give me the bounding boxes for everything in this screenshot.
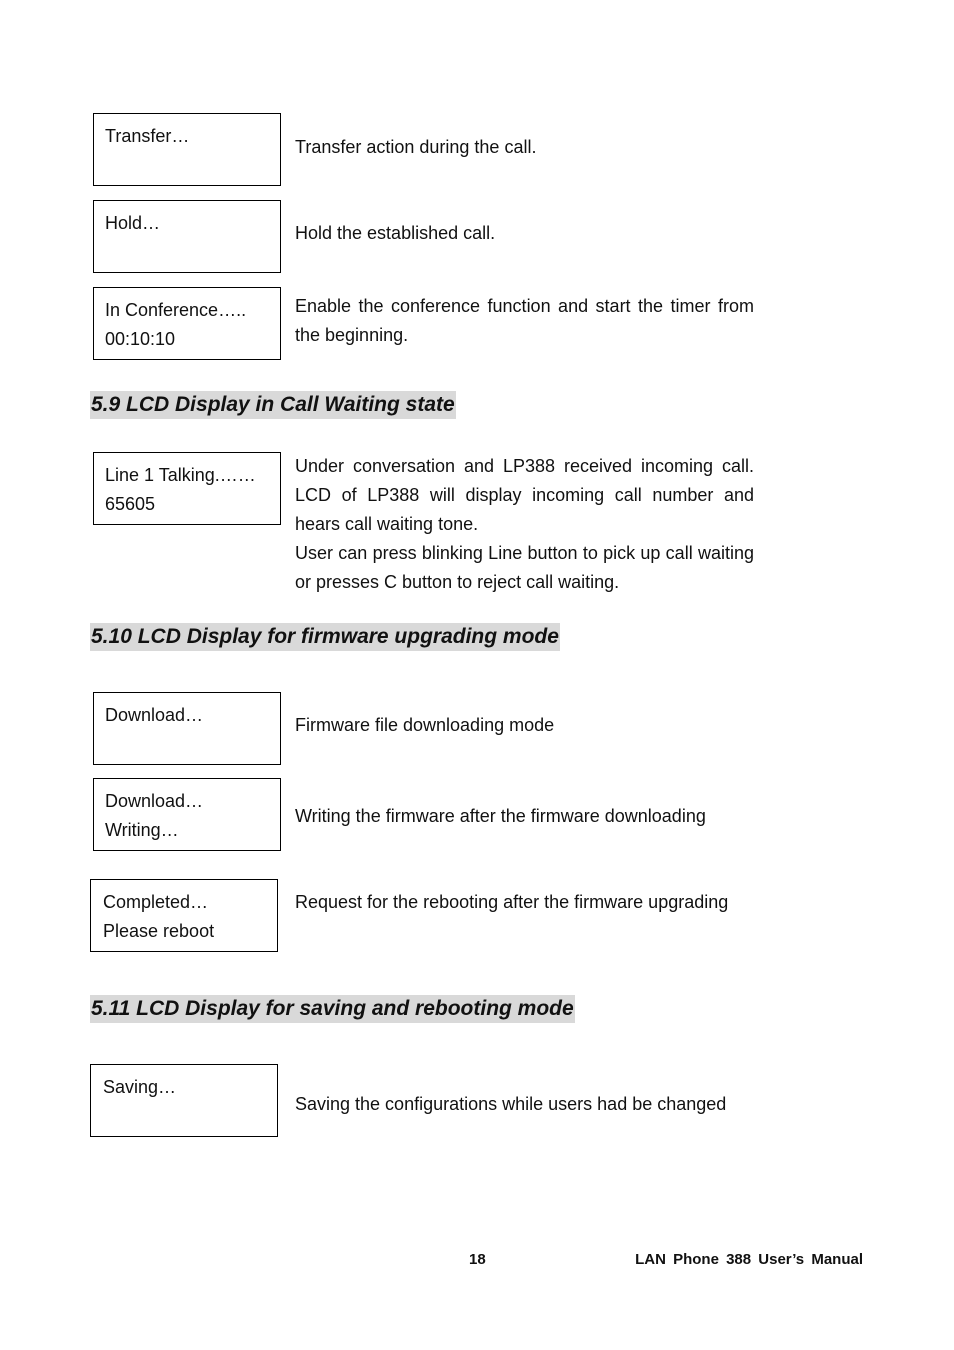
description-text: Saving the configurations while users had be changed	[295, 1094, 727, 1114]
manual-title: LAN Phone 388 User’s Manual	[635, 1251, 863, 1268]
lcd-line: Hold…	[105, 213, 161, 233]
description-saving	[295, 1090, 754, 1119]
lcd-line: Download…	[105, 791, 204, 811]
lcd-display-writing	[93, 778, 281, 851]
lcd-display-completed	[90, 879, 278, 952]
lcd-line: Saving…	[103, 1077, 177, 1097]
section-heading-firmware: 5.10 LCD Display for firmware upgrading mode	[90, 623, 560, 651]
lcd-display-call-waiting	[93, 452, 281, 525]
description-text: Request for the rebooting after the firmware upgrading	[295, 892, 729, 912]
lcd-line: 00:10:10	[105, 329, 176, 349]
lcd-line: Download…	[105, 705, 204, 725]
lcd-display-transfer	[93, 113, 281, 186]
description-completed	[295, 888, 754, 917]
description-download	[295, 711, 754, 740]
description-conference	[295, 292, 754, 350]
description-text: User can press blinking Line button to pick up call waiting or presses C button to reject call waiting.	[295, 543, 754, 592]
description-text: Enable the conference function and start the timer from the beginning.	[295, 296, 754, 345]
lcd-display-conference	[93, 287, 281, 360]
page-number: 18	[469, 1251, 486, 1268]
description-text: Under conversation and LP388 received incoming call. LCD of LP388 will display incoming call number and hears call waiting tone.	[295, 456, 754, 534]
description-call-waiting	[295, 452, 754, 597]
lcd-line: Line 1 Talking.……	[105, 465, 256, 485]
lcd-line: Writing…	[105, 820, 179, 840]
description-text: Writing the firmware after the firmware downloading	[295, 806, 706, 826]
lcd-line: Transfer…	[105, 126, 190, 146]
lcd-display-download	[93, 692, 281, 765]
lcd-line: Completed…	[103, 892, 209, 912]
description-hold	[295, 219, 754, 248]
section-heading-saving: 5.11 LCD Display for saving and rebooting mode	[90, 995, 575, 1023]
description-text: Transfer action during the call.	[295, 137, 537, 157]
lcd-line: In Conference…..	[105, 300, 247, 320]
section-heading-call-waiting: 5.9 LCD Display in Call Waiting state	[90, 391, 456, 419]
lcd-display-hold	[93, 200, 281, 273]
lcd-display-saving	[90, 1064, 278, 1137]
description-transfer	[295, 133, 754, 162]
description-writing	[295, 802, 754, 831]
lcd-line: 65605	[105, 494, 156, 514]
description-text: Hold the established call.	[295, 223, 496, 243]
description-text: Firmware file downloading mode	[295, 715, 555, 735]
lcd-line: Please reboot	[103, 921, 215, 941]
